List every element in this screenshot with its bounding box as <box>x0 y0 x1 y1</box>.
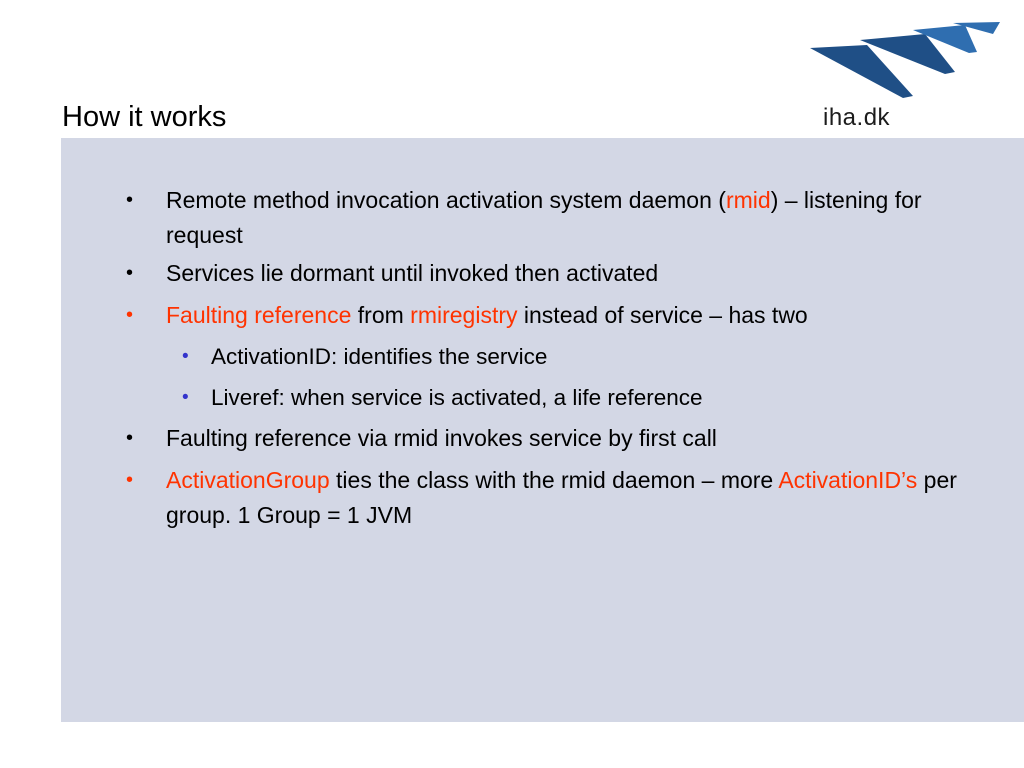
highlighted-term: rmid <box>725 187 771 213</box>
bullet-text-run: ) – listening for request <box>166 187 922 248</box>
bullet-text-run: Remote method invocation activation system daemon ( <box>166 187 726 213</box>
bullet-text-run: Faulting reference via rmid invokes service by first call <box>166 425 717 451</box>
bullet-text <box>211 339 1001 374</box>
bullet-text <box>166 298 996 333</box>
bullet-text-run: instead of service – has two <box>517 302 808 328</box>
bullet-text <box>166 463 996 533</box>
sub-bullet-item <box>182 380 1001 415</box>
bullet-marker: • <box>126 469 134 491</box>
bullet-item <box>126 421 996 456</box>
bullet-text-run: Liveref: when service is activated, a life reference <box>211 385 703 410</box>
bullet-item <box>126 298 996 333</box>
iha-logo <box>805 18 1005 136</box>
logo-text: iha.dk <box>823 104 891 131</box>
bullet-marker: • <box>182 387 189 408</box>
bullet-text-run: per group. 1 Group = 1 JVM <box>166 467 957 528</box>
bullet-text-run: Services lie dormant until invoked then activated <box>166 260 659 286</box>
highlighted-term: rmiregistry <box>410 302 518 328</box>
content-panel <box>61 138 1024 722</box>
bullet-marker: • <box>126 262 134 284</box>
bullet-text <box>166 183 996 253</box>
bullet-marker: • <box>182 346 189 367</box>
highlighted-term: ActivationID’s <box>778 467 918 493</box>
bullet-item <box>126 256 996 291</box>
sub-bullet-item <box>182 339 1001 374</box>
bullet-text-run: ties the class with the rmid daemon – more <box>329 467 779 493</box>
bullet-marker: • <box>126 427 134 449</box>
bullet-text <box>166 256 996 291</box>
highlighted-term: Faulting reference <box>166 302 352 328</box>
bullet-text-run: from <box>351 302 411 328</box>
bullet-marker: • <box>126 304 134 326</box>
bullet-item <box>126 183 996 253</box>
highlighted-term: ActivationGroup <box>166 467 330 493</box>
bullet-marker: • <box>126 189 134 211</box>
bullet-text <box>211 380 1001 415</box>
wing-stripes-logo-icon <box>805 18 1005 108</box>
bullet-text <box>166 421 996 456</box>
slide-title: How it works <box>62 101 227 133</box>
bullet-text-run: ActivationID: identifies the service <box>211 344 548 369</box>
bullet-item <box>126 463 996 533</box>
